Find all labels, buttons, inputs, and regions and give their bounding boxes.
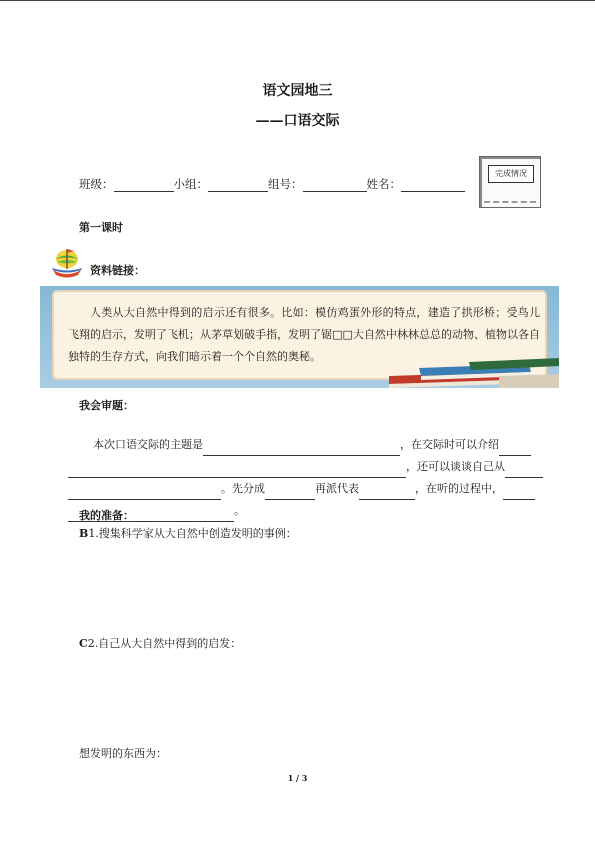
group-label: 小组： [173,177,208,191]
prep-item-1 [79,523,297,545]
page-number: 1 / 3 [287,773,308,783]
prep-item-1-text: 1.搜集科学家从大自然中创造发明的事例： [88,527,297,540]
group-no-blank[interactable] [303,179,367,192]
completion-status-label: 完成情况 [488,165,534,183]
prep-item-2-prefix: C [79,637,88,650]
page-title: 语文园地三 [262,83,333,99]
student-info-row [79,176,465,192]
preparation-heading: 我的准备： [79,509,134,522]
sailboat-icon [50,246,84,280]
prep-item-2 [79,633,241,655]
group-blank[interactable] [208,179,268,192]
review-line2-text-b: ，还可以谈谈自己从 [406,460,505,473]
review-line3-text-c: 再派代表 [315,482,359,495]
resource-heading: 资料链接： [90,264,145,277]
lesson-heading: 第一课时 [79,221,123,234]
books-illustration [359,358,559,388]
name-blank[interactable] [401,179,465,192]
prep-item-2-answer-area[interactable] [79,658,539,738]
prep-item-1-prefix: B [79,527,89,540]
review-line3-text-b: 。先分成 [221,482,265,495]
split-blank[interactable] [265,487,315,500]
name-label: 姓名： [366,177,401,191]
prep-item-1-answer-area[interactable] [79,548,539,628]
listening-blank-1[interactable] [503,487,535,500]
group-no-label: 组号： [268,177,303,191]
resource-banner [40,286,559,388]
class-label: 班级： [79,177,114,191]
review-line3-text-d: ，在听的过程中， [415,482,503,495]
review-line1-text-a: 本次口语交际的主题是 [93,438,203,451]
review-line1-text-b: ，在交际时可以介绍 [400,438,499,451]
page-top-rule [0,0,595,1]
class-blank[interactable] [114,179,174,192]
representative-blank[interactable] [359,487,415,500]
page-subtitle: ——口语交际 [255,113,340,129]
review-heading: 我会审题： [79,399,134,412]
prep-item-3: 想发明的东西为： [79,747,167,760]
completion-status-dots [484,197,536,203]
review-line4-text-b: 。 [234,504,245,517]
resource-text: 人类从大自然中得到的启示还有很多。比如：模仿鸡蛋外形的特点，建造了拱形桥；受鸟儿飞翔的启示，发明了飞机；从茅草划破手指，发明了锯□□大自然中林林总总的动物、植物以各自独特的生存方式，向我们暗示着一个个自然的奥秘。 [68,306,540,363]
prep-item-2-text: 2.自己从大自然中得到的启发： [87,637,242,650]
completion-status-box [479,156,541,208]
